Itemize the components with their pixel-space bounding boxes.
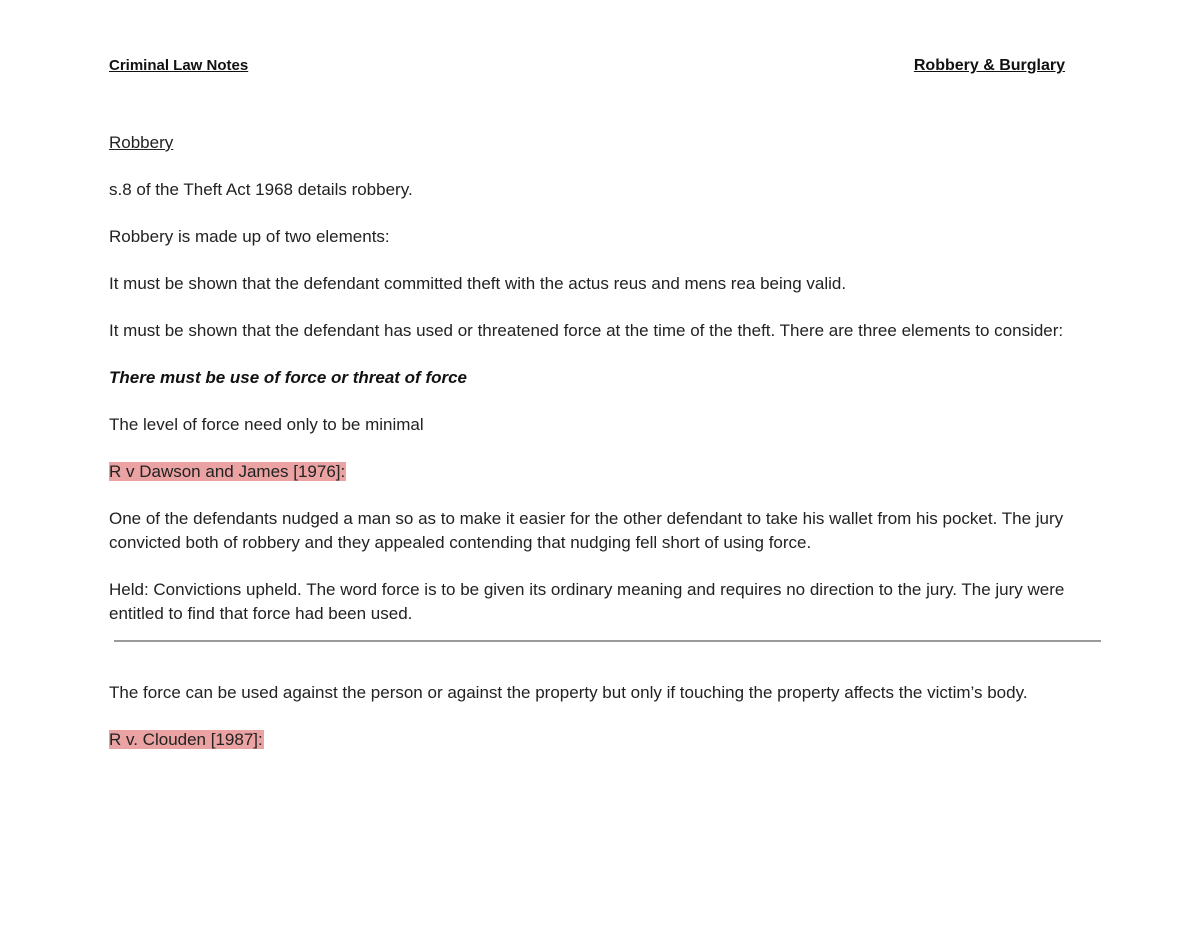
header-topic-title: Robbery & Burglary: [913, 57, 1065, 74]
paragraph-force-level: The level of force need only to be minimal: [109, 415, 424, 434]
header-course-title: Criminal Law Notes: [109, 57, 249, 74]
paragraph-elements-intro: Robbery is made up of two elements:: [109, 227, 390, 246]
paragraph-force-element: It must be shown that the defendant has used or threatened force at the time of the theft. There are three elements to consider:: [109, 321, 1064, 340]
case-dawson-container: [109, 460, 1094, 484]
paragraph-dawson-held: Held: Convictions upheld. The word force is to be given its ordinary meaning and requires no direction to the jury. The jury were entitled to find that force had been used.: [109, 580, 1065, 623]
paragraph-statute: s.8 of the Theft Act 1968 details robbery.: [109, 180, 413, 199]
paragraph-dawson-facts: One of the defendants nudged a man so as to make it easier for the other defendant to take his wallet from his pocket. The jury convicted both of robbery and they appealed contending that nudging fell short of using force.: [109, 509, 1064, 552]
case-name-dawson: R v Dawson and James [1976]:: [109, 462, 346, 481]
section-heading-robbery: Robbery: [109, 133, 174, 152]
document-body: [109, 131, 1094, 775]
paragraph-theft-element: It must be shown that the defendant committed theft with the actus reus and mens rea being valid.: [109, 274, 847, 293]
section-divider: [114, 640, 1101, 642]
case-clouden-container: [109, 728, 1094, 752]
case-name-clouden: R v. Clouden [1987]:: [109, 730, 263, 749]
subheading-use-of-force: There must be use of force or threat of force: [109, 368, 468, 387]
paragraph-force-against: The force can be used against the person or against the property but only if touching the property affects the victim’s body.: [109, 683, 1028, 702]
